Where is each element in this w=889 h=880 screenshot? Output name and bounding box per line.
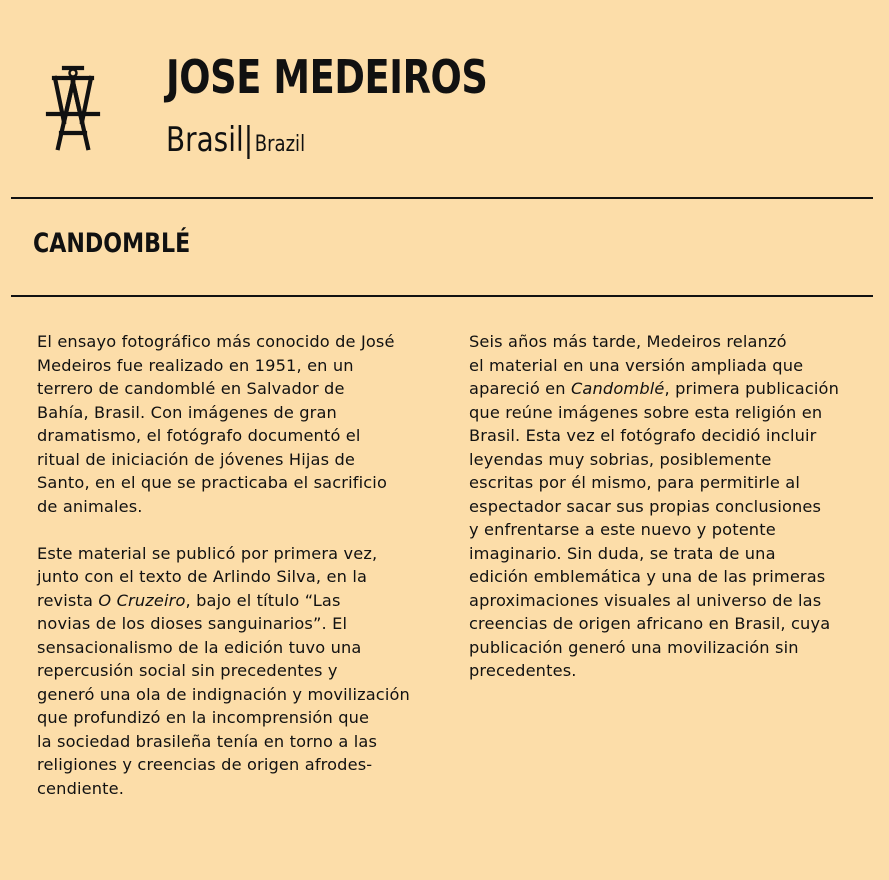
- text-line: dramatismo, el fotógrafo documentó el: [37, 426, 361, 445]
- text-line: edición emblemática y una de las primeras: [469, 567, 826, 586]
- text-line: espectador sacar sus propias conclusiones: [469, 496, 822, 516]
- paragraph-1: [37, 330, 410, 518]
- text-line: religiones y creencias de origen afrodes-: [37, 755, 373, 774]
- text-run: revista: [37, 590, 99, 610]
- book-title: Candomblé: [570, 379, 665, 398]
- text-run: , primera publicación: [664, 379, 840, 398]
- paragraph-gap: [37, 518, 410, 542]
- text-line: Santo, en el que se practicaba el sacrificio: [37, 473, 387, 492]
- artist-name: JOSE MEDEIROS: [166, 50, 488, 104]
- text-line: publicación generó una movilización sin: [469, 637, 799, 657]
- text-line: que reúne imágenes sobre esta religión en: [469, 402, 823, 422]
- left-text-column: [37, 330, 410, 800]
- country-separator: |: [243, 120, 254, 160]
- text-line: generó una ola de indignación y movilización: [37, 684, 410, 704]
- text-line: aproximaciones visuales al universo de las: [469, 590, 822, 610]
- paragraph-2: [37, 542, 410, 801]
- text-line: El ensayo fotográfico más conocido de José: [37, 332, 395, 351]
- text-line: ritual de iniciación de jóvenes Hijas de: [37, 449, 355, 469]
- text-line: Seis años más tarde, Medeiros relanzó: [469, 332, 787, 351]
- text-line: leyendas muy sobrias, posiblemente: [469, 449, 772, 469]
- text-line: [469, 377, 839, 401]
- text-line: junto con el texto de Arlindo Silva, en la: [37, 567, 368, 586]
- bottom-divider: [11, 295, 873, 297]
- text-line: precedentes.: [469, 661, 577, 680]
- text-line: creencias de origen africano en Brasil, cuya: [469, 614, 831, 633]
- text-line: escritas por él mismo, para permitirle al: [469, 473, 800, 492]
- text-line: imaginario. Sin duda, se trata de una: [469, 543, 776, 563]
- museum-logo-icon: [44, 62, 102, 154]
- country-spanish: Brasil: [166, 120, 244, 160]
- text-line: Este material se publicó por primera vez,: [37, 543, 378, 563]
- section-title: CANDOMBLÉ: [33, 228, 191, 259]
- text-line: el material en una versión ampliada que: [469, 355, 804, 375]
- text-line: sensacionalismo de la edición tuvo una: [37, 637, 362, 657]
- text-line: Bahía, Brasil. Con imágenes de gran: [37, 402, 337, 422]
- text-run: apareció en: [469, 379, 571, 398]
- artist-country: [166, 120, 305, 160]
- text-line: la sociedad brasileña tenía en torno a las: [37, 731, 378, 751]
- text-line: que profundizó en la incomprensión que: [37, 708, 370, 727]
- text-line: repercusión social sin precedentes y: [37, 661, 338, 680]
- country-english: Brazil: [254, 132, 306, 157]
- text-line: cendiente.: [37, 778, 125, 798]
- magazine-title: O Cruzeiro: [98, 590, 186, 610]
- text-line: Medeiros fue realizado en 1951, en un: [37, 355, 354, 375]
- text-line: Brasil. Esta vez el fotógrafo decidió incluir: [469, 426, 817, 445]
- text-line: de animales.: [37, 496, 143, 516]
- text-line: novias de los dioses sanguinarios”. El: [37, 614, 348, 633]
- top-divider: [11, 197, 873, 199]
- text-line: [37, 589, 410, 613]
- text-line: y enfrentarse a este nuevo y potente: [469, 520, 776, 539]
- right-text-column: [469, 330, 839, 683]
- text-line: terrero de candomblé en Salvador de: [37, 379, 345, 398]
- text-run: , bajo el título “Las: [185, 590, 341, 610]
